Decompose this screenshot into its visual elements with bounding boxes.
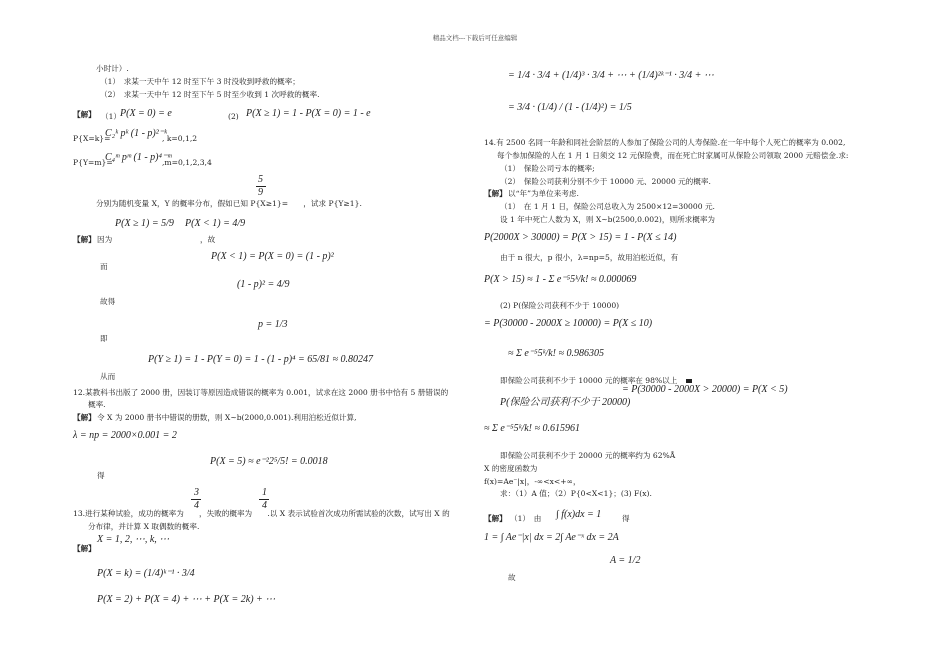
question-text: 13.进行某种试验，成功的概率为 ，失败的概率为 .以 X 表示试验首次成功所需试验的次数，试写出 X 的 [73, 509, 450, 518]
text-line: , k=0,1,2 [162, 134, 198, 143]
question-text: 14.有 2500 名同一年龄和同社会阶层的人参加了保险公司的人寿保险.在一年中每个人死亡的概率为 0.002, [484, 138, 846, 147]
formula: P(X ≥ 1) = 1 - P(X = 0) = 1 - e [246, 108, 371, 119]
text-line: 分别为随机变量 X，Y 的概率分布，假如已知 P{X≥1}= ，试求 P{Y≥1}. [96, 199, 362, 208]
question-text: 概率. [88, 400, 106, 409]
question-text: （2） 保险公司获利分别不少于 10000 元、20000 元的概率. [500, 177, 711, 186]
formula: = P(30000 - 2000X ≥ 10000) = P(X ≤ 10) [484, 318, 653, 329]
text-line: 故得 [100, 297, 116, 306]
text-line: （2） 求某一天中午 12 时至下午 5 时至少收到 1 次呼救的概率. [100, 90, 320, 99]
text-line: 即保险公司获利不少于 10000 元的概率在 98%以上 [500, 376, 678, 385]
formula: P(保险公司获利不少于 20000) [500, 397, 631, 408]
formula: P(X = 2) + P(X = 4) + ⋯ + P(X = 2k) + ⋯ [97, 594, 276, 605]
text-line: 得 [622, 514, 630, 523]
formula: P(2000X > 30000) = P(X > 15) = 1 - P(X ≤ 14) [484, 232, 677, 243]
text-line: (2) [228, 112, 239, 121]
solution-label: 【解】 [73, 235, 96, 244]
solution-label: 【解】 [73, 110, 96, 119]
formula: 1 = ∫ Ae⁻|x| dx = 2∫ Ae⁻ˣ dx = 2A [484, 532, 619, 543]
text-line: 而 [100, 262, 108, 271]
fraction-numerator: 3 [194, 487, 199, 498]
text-line: ,m=0,1,2,3,4 [162, 158, 212, 167]
text-line: 以“年”为单位来考虑. [508, 189, 579, 198]
formula: P(X > 15) ≈ 1 - Σ e⁻⁵5ᵏ/k! ≈ 0.000069 [484, 274, 637, 285]
question-text: （1） 保险公司亏本的概率; [500, 164, 595, 173]
formula: C₂ᵏ pᵏ (1 - p)²⁻ᵏ [105, 128, 167, 139]
text-line: f(x)=Ae⁻|x|，-∞<x<+∞， [484, 477, 581, 486]
formula: P(X = k) = (1/4)ᵏ⁻¹ · 3/4 [97, 568, 195, 579]
stray-mark [686, 379, 692, 383]
fraction-denominator: 4 [262, 500, 267, 511]
formula: P(Y ≥ 1) = 1 - P(Y = 0) = 1 - (1 - p)⁴ = 65/81 ≈ 0.80247 [148, 354, 374, 365]
text-line: 即保险公司获利不少于 20000 元的概率约为 62%Å [500, 451, 676, 460]
text-line: P{Y=m}= [73, 158, 113, 167]
formula: X = 1, 2, ⋯, k, ⋯ [97, 534, 170, 545]
fraction-denominator: 9 [258, 187, 263, 198]
text-line: 得 [97, 471, 105, 480]
text-line: 令 X 为 2000 册书中错误的册数，则 X~b(2000,0.001).利用泊松近似计算, [97, 413, 357, 422]
formula: A = 1/2 [610, 555, 641, 566]
formula: P(X < 1) = 4/9 [185, 218, 246, 229]
fraction-numerator: 5 [258, 174, 263, 185]
text-line: X 的密度函数为 [484, 464, 538, 473]
text-line: P{X=k}= [73, 134, 111, 143]
text-line: 故 [508, 573, 516, 582]
text-line: （1） [101, 112, 122, 121]
formula: p = 1/3 [258, 319, 288, 330]
text-line: ，故 [200, 235, 216, 244]
formula: C₄ᵐ pᵐ (1 - p)⁴⁻ᵐ [105, 152, 172, 163]
text-line: (2) P(保险公司获利不少于 10000) [500, 301, 620, 310]
solution-label: 【解】 [484, 189, 507, 198]
text-line: 因为 [97, 235, 113, 244]
formula: ∫ f(x)dx = 1 [556, 509, 602, 520]
text-line: （1） 由 [510, 514, 542, 523]
page-header: 精品文档---下载后可任意编辑 [432, 34, 518, 42]
text-line: （1） 在 1 月 1 日，保险公司总收入为 2500×12=30000 元. [500, 202, 715, 211]
formula: P(X < 1) = P(X = 0) = (1 - p)² [211, 251, 334, 262]
text-line: 即 [100, 334, 108, 343]
formula: P(X = 5) ≈ e⁻²2⁵/5! = 0.0018 [210, 456, 328, 467]
solution-label: 【解】 [73, 544, 96, 553]
solution-label: 【解】 [484, 514, 507, 523]
text-line: 从而 [100, 372, 116, 381]
fraction-denominator: 4 [194, 500, 199, 511]
question-text: 分布律，并计算 X 取偶数的概率. [88, 522, 200, 531]
fraction-numerator: 1 [262, 487, 267, 498]
formula: (1 - p)² = 4/9 [237, 279, 290, 290]
formula: ≈ Σ e⁻⁵5ᵏ/k! ≈ 0.986305 [508, 348, 604, 359]
formula: = P(30000 - 2000X > 20000) = P(X < 5) [622, 384, 788, 395]
formula: = 3/4 · (1/4) / (1 - (1/4)²) = 1/5 [508, 102, 632, 113]
text-line: （1） 求某一天中午 12 时至下午 3 时没收到呼救的概率； [100, 77, 300, 86]
formula: P(X = 0) = e [120, 108, 172, 119]
text-line: 求：（1）A 值；（2）P{0<X<1}；(3) F(x). [500, 489, 652, 498]
text-line: 小时计）. [96, 64, 129, 73]
formula: = 1/4 · 3/4 + (1/4)³ · 3/4 + ⋯ + (1/4)²ᵏ⁻¹ · 3/4 + ⋯ [508, 70, 714, 81]
solution-label: 【解】 [73, 413, 96, 422]
text-line: 设 1 年中死亡人数为 X，则 X~b(2500,0.002)，则所求概率为 [500, 215, 716, 224]
formula: P(X ≥ 1) = 5/9 [115, 218, 174, 229]
formula: λ = np = 2000×0.001 = 2 [73, 430, 177, 441]
question-text: 每个参加保险的人在 1 月 1 日须交 12 元保险费，而在死亡时家属可从保险公司领取 2000 元赔偿金.求: [497, 151, 849, 160]
formula: ≈ Σ e⁻⁵5ᵏ/k! ≈ 0.615961 [484, 423, 580, 434]
text-line: 由于 n 很大，p 很小，λ=np=5，故用泊松近似，有 [500, 253, 679, 262]
question-text: 12.某教科书出版了 2000 册，因装订等原因造成错误的概率为 0.001，试求在这 2000 册书中恰有 5 册错误的 [73, 388, 449, 397]
